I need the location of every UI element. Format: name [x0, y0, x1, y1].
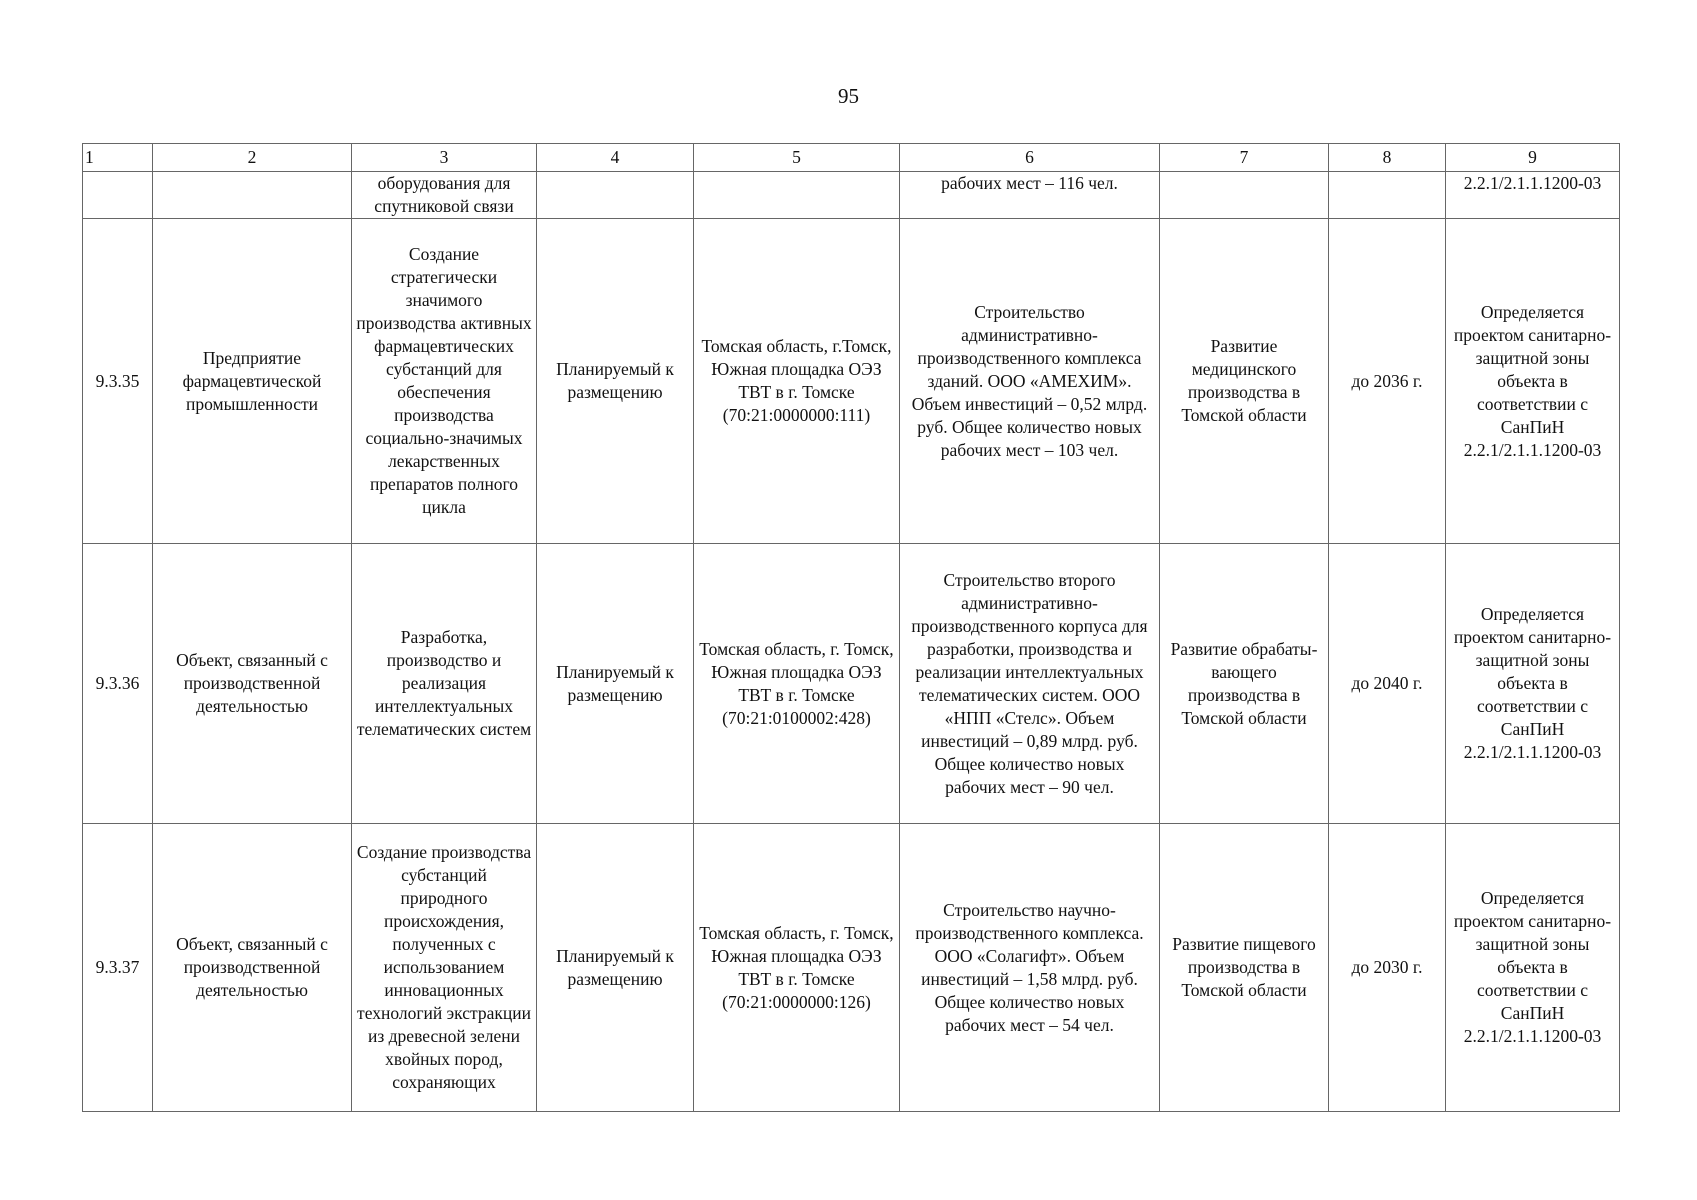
- empty-cell: [1329, 172, 1446, 219]
- characteristics-cell: Строительство второго административно-производственного корпуса для разработки, производства и реализации интеллектуальных телематических систем. ООО «НПП «Стелс». Объем инвестиций – 0,89 млрд. руб. Общее количество новых рабочих мест – 90 чел.: [900, 544, 1160, 824]
- status-cell: Планируемый к размещению: [537, 219, 694, 544]
- empty-cell: [694, 172, 900, 219]
- table-row: [83, 219, 1620, 544]
- zone-cell: 2.2.1/2.1.1.1200-03: [1446, 172, 1620, 219]
- purpose-cell: оборудования для спутниковой связи: [352, 172, 537, 219]
- empty-cell: [1160, 172, 1329, 219]
- purpose-cell: Создание стратегически значимого производства активных фармацевтических субстанций для обеспечения производства социально-значимых лекарственных препаратов полного цикла: [352, 219, 537, 544]
- column-number: 1: [83, 144, 153, 172]
- empty-cell: [83, 172, 153, 219]
- column-number: 4: [537, 144, 694, 172]
- term-cell: до 2030 г.: [1329, 824, 1446, 1112]
- object-name-cell: Объект, связанный с производственной деятельностью: [153, 544, 352, 824]
- purpose-cell: Разработка, производство и реализация интеллектуальных телематических систем: [352, 544, 537, 824]
- characteristics-cell: рабочих мест – 116 чел.: [900, 172, 1160, 219]
- zone-cell: Определяется проектом санитарно-защитной зоны объекта в соответствии с СанПиН 2.2.1/2.1.1.1200-03: [1446, 824, 1620, 1112]
- column-number: 6: [900, 144, 1160, 172]
- location-cell: Томская область, г.Томск, Южная площадка ОЭЗ ТВТ в г. Томске (70:21:0000000:111): [694, 219, 900, 544]
- column-number-row: [83, 144, 1620, 172]
- goal-cell: Развитие пищевого производства в Томской области: [1160, 824, 1329, 1112]
- characteristics-cell: Строительство научно-производственного комплекса. ООО «Солагифт». Объем инвестиций – 1,58 млрд. руб. Общее количество новых рабочих мест – 54 чел.: [900, 824, 1160, 1112]
- row-number-cell: 9.3.36: [83, 544, 153, 824]
- object-name-cell: Объект, связанный с производственной деятельностью: [153, 824, 352, 1112]
- table-row: [83, 824, 1620, 1112]
- object-name-cell: Предприятие фармацевтической промышленности: [153, 219, 352, 544]
- empty-cell: [153, 172, 352, 219]
- zone-cell: Определяется проектом санитарно-защитной зоны объекта в соответствии с СанПиН 2.2.1/2.1.1.1200-03: [1446, 544, 1620, 824]
- goal-cell: Развитие обрабаты-вающего производства в Томской области: [1160, 544, 1329, 824]
- status-cell: Планируемый к размещению: [537, 544, 694, 824]
- purpose-cell: Создание производства субстанций природного происхождения, полученных с использованием инновационных технологий экстракции из древесной зелени хвойных пород, сохраняющих: [352, 824, 537, 1112]
- column-number: 8: [1329, 144, 1446, 172]
- location-cell: Томская область, г. Томск, Южная площадка ОЭЗ ТВТ в г. Томске (70:21:0100002:428): [694, 544, 900, 824]
- document-table: [82, 143, 1620, 1112]
- characteristics-cell: Строительство административно-производственного комплекса зданий. ООО «АМЕХИМ». Объем инвестиций – 0,52 млрд. руб. Общее количество новых рабочих мест – 103 чел.: [900, 219, 1160, 544]
- column-number: 5: [694, 144, 900, 172]
- column-number: 2: [153, 144, 352, 172]
- location-cell: Томская область, г. Томск, Южная площадка ОЭЗ ТВТ в г. Томске (70:21:0000000:126): [694, 824, 900, 1112]
- row-number-cell: 9.3.37: [83, 824, 153, 1112]
- page-number: 95: [838, 84, 859, 108]
- term-cell: до 2036 г.: [1329, 219, 1446, 544]
- term-cell: до 2040 г.: [1329, 544, 1446, 824]
- column-number: 9: [1446, 144, 1620, 172]
- row-number-cell: 9.3.35: [83, 219, 153, 544]
- goal-cell: Развитие медицинского производства в Томской области: [1160, 219, 1329, 544]
- zone-cell: Определяется проектом санитарно-защитной зоны объекта в соответствии с СанПиН 2.2.1/2.1.1.1200-03: [1446, 219, 1620, 544]
- status-cell: Планируемый к размещению: [537, 824, 694, 1112]
- column-number: 7: [1160, 144, 1329, 172]
- continuation-row: [83, 172, 1620, 219]
- column-number: 3: [352, 144, 537, 172]
- table-row: [83, 544, 1620, 824]
- empty-cell: [537, 172, 694, 219]
